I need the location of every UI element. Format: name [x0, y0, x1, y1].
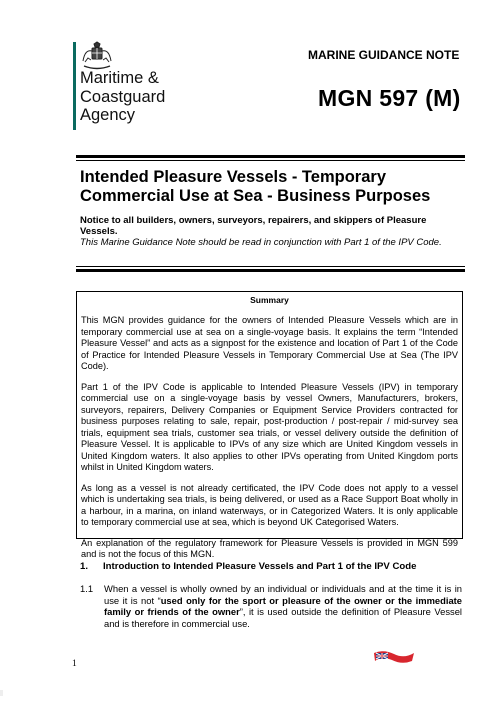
summary-box — [76, 291, 463, 559]
summary-paragraph: This MGN provides guidance for the owners of Intended Pleasure Vessels which are in temporary commercial use at sea on a single-voyage basis. It explains the term “Intended Pleasure Vessel” and acts as a signpost for the existence and location of Part 1 of the Code of Practice for Intended Pleasure Vessels in Temporary Commercial Use at Sea (The IPV Code). — [81, 315, 458, 371]
agency-line: Coastguard — [80, 87, 166, 106]
divider — [76, 155, 465, 158]
summary-paragraph: An explanation of the regulatory framework for Pleasure Vessels is provided in MGN 599 and is not the focus of this MGN. — [81, 537, 458, 559]
document-number: MGN 597 (M) — [318, 85, 461, 111]
section-number: 1. — [80, 561, 89, 572]
paragraph-number: 1.1 — [80, 583, 94, 594]
agency-line: Maritime & — [80, 69, 159, 87]
divider — [76, 160, 465, 161]
margin-mark — [0, 690, 3, 696]
brand-bar — [73, 42, 76, 130]
paragraph-text — [104, 583, 462, 629]
paragraph-text-emphasis: used only for the sport or pleasure of the owner or the immediate family or friends of the owner — [104, 594, 463, 618]
summary-heading: Summary — [250, 295, 289, 305]
summary-paragraph: Part 1 of the IPV Code is applicable to Intended Pleasure Vessels (IPV) in temporary commercial use on a single-voyage basis by vessel Owners, Manufacturers, brokers, surveyors, repairers, Delivery Companies or Equipment Service Providers contracted for business purposes relating to sale, repair, post-production / post-repair / mid-survey sea trials, equipment sea trials, customer sea trials, or vessel delivery outside the definition of Pleasure Vessel. It is applicable to IPVs of any size which are United Kingdom vessels in United Kingdom waters. It also applies to other IPVs operating from United Kingdom ports whilst in United Kingdom waters. — [81, 381, 458, 472]
agency-logo-text — [80, 69, 165, 125]
red-ensign-flag-icon — [372, 649, 416, 665]
reading-note: This Marine Guidance Note should be read in conjunction with Part 1 of the IPV Code. — [80, 237, 442, 248]
divider — [76, 266, 465, 267]
notice-line: Notice to all builders, owners, surveyors, repairers, and skippers of Pleasure Vessels. — [80, 215, 427, 237]
document-type: MARINE GUIDANCE NOTE — [308, 48, 460, 62]
divider — [76, 269, 465, 272]
paragraph-text-start: When a vessel is wholly owned by an individual or individuals and at the time it is in use it is not “ — [104, 583, 462, 606]
royal-coat-of-arms-icon — [80, 41, 114, 71]
summary-paragraph: As long as a vessel is not already certificated, the IPV Code does not apply to a vessel which is undertaking sea trials, is being delivered, or used as a Race Support Boat wholly in a harbour, in a marina, on inland waterways, or in Categorized Waters. It is only applicable to temporary commercial use at sea, which is beyond UK Categorised Waters. — [81, 482, 458, 527]
page-title: Intended Pleasure Vessels - Temporary Commercial Use at Sea - Business Purposes — [80, 168, 431, 205]
page-number: 1 — [72, 659, 77, 669]
paragraph-text-end: ”, it is used outside the definition of Pleasure Vessel and is therefore in commercial use. — [104, 606, 462, 629]
agency-line: Agency — [80, 106, 136, 124]
section-title: Introduction to Intended Pleasure Vessels and Part 1 of the IPV Code — [103, 561, 417, 572]
